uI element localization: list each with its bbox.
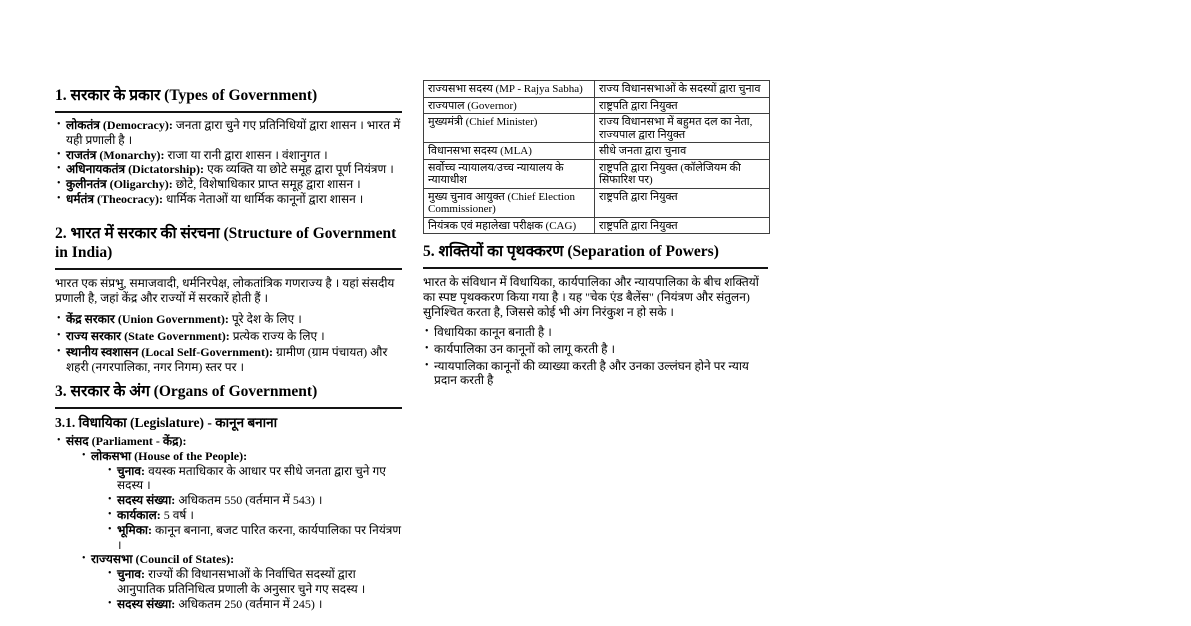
table-cell: राष्ट्रपति द्वारा नियुक्त (कॉलेजियम की सिफारिश पर) xyxy=(595,159,770,188)
table-cell: राष्ट्रपति द्वारा नियुक्त xyxy=(595,217,770,234)
table-row xyxy=(424,188,770,217)
legislature-list xyxy=(55,434,402,612)
section5-paragraph: भारत के संविधान में विधायिका, कार्यपालिका और न्यायपालिका के बीच शक्तियों का स्पष्ट पृथक्करण किया गया है । यह "चेक एंड बैलेंस" (नियंत्रण और संतुलन) सुनिश्चित करता है, जिससे कोई भी अंग निरंकुश न हो सके । xyxy=(423,275,759,319)
list-item xyxy=(55,162,402,177)
term: सदस्य संख्या: xyxy=(117,596,176,611)
desc: 5 वर्ष । xyxy=(163,507,194,522)
left-column xyxy=(55,86,402,612)
term: राजतंत्र (Monarchy): xyxy=(66,147,165,162)
section2-list xyxy=(55,312,402,375)
heading-rule xyxy=(55,268,402,270)
term: सदस्य संख्या: xyxy=(117,493,176,508)
table-cell: सीधे जनता द्वारा चुनाव xyxy=(595,143,770,160)
desc: धार्मिक नेताओं या धार्मिक कानूनों द्वारा शासन । xyxy=(166,191,364,206)
desc: प्रत्येक राज्य के लिए । xyxy=(232,328,325,343)
list-item xyxy=(106,567,402,597)
desc: राजा या रानी द्वारा शासन । वंशानुगत । xyxy=(167,147,328,162)
section5-list xyxy=(423,325,768,388)
list-item xyxy=(55,192,402,207)
list-item xyxy=(55,148,402,163)
table-cell: राज्य विधानसभा में बहुमत दल का नेता, राज्यपाल द्वारा नियुक्त xyxy=(595,114,770,143)
list-item: • विधायिका कानून बनाती है । xyxy=(423,325,768,340)
heading-rule xyxy=(423,267,768,269)
list-item xyxy=(106,508,402,523)
list-item xyxy=(106,493,402,508)
table-row xyxy=(424,81,770,98)
list-item xyxy=(106,597,402,612)
list-item xyxy=(55,177,402,192)
term: चुनाव: xyxy=(117,567,146,582)
table-cell: मुख्यमंत्री (Chief Minister) xyxy=(424,114,595,143)
table-cell: विधानसभा सदस्य (MLA) xyxy=(424,143,595,160)
rajyasabha-sublist xyxy=(106,567,402,611)
desc: छोटे, विशेषाधिकार प्राप्त समूह द्वारा शासन । xyxy=(175,177,361,192)
desc: कानून बनाना, बजट पारित करना, कार्यपालिका पर नियंत्रण । xyxy=(117,522,402,552)
list-item xyxy=(55,312,402,327)
term: अधिनायकतंत्र (Dictatorship): xyxy=(66,162,205,177)
list-item xyxy=(106,464,402,494)
list-item-loksabha xyxy=(80,449,402,553)
term: धर्मतंत्र (Theocracy): xyxy=(66,191,163,206)
section2-heading: 2. भारत में सरकार की संरचना (Structure of Government in India) xyxy=(55,224,397,261)
term: चुनाव: xyxy=(117,463,146,478)
table-row xyxy=(424,217,770,234)
desc: अधिकतम 250 (वर्तमान में 245) । xyxy=(178,596,323,611)
desc: एक व्यक्ति या छोटे समूह द्वारा पूर्ण नियंत्रण । xyxy=(207,162,394,177)
desc: अधिकतम 550 (वर्तमान में 543) । xyxy=(178,493,323,508)
term: संसद (Parliament - केंद्र): xyxy=(66,433,187,448)
desc: ग्रामीण (ग्राम पंचायत) और शहरी (नगरपालिका, नगर निगम) स्तर पर । xyxy=(66,345,388,375)
list-item: • कार्यपालिका उन कानूनों को लागू करती है । xyxy=(423,342,768,357)
table-cell: राज्यपाल (Governor) xyxy=(424,97,595,114)
right-column xyxy=(423,80,768,388)
table-cell: राज्यसभा सदस्य (MP - Rajya Sabha) xyxy=(424,81,595,98)
heading-rule xyxy=(55,111,402,113)
parliament-sublist xyxy=(80,449,402,612)
list-item-parliament xyxy=(55,434,402,612)
term: राज्य सरकार (State Government): xyxy=(66,328,230,343)
table-cell: राज्य विधानसभाओं के सदस्यों द्वारा चुनाव xyxy=(595,81,770,98)
heading-rule xyxy=(55,407,402,409)
list-item xyxy=(55,345,402,375)
term: लोकतंत्र (Democracy): xyxy=(66,118,173,132)
table-cell: मुख्य चुनाव आयुक्त (Chief Election Commissioner) xyxy=(424,188,595,217)
term: कार्यकाल: xyxy=(117,507,161,522)
section1-list xyxy=(55,118,402,207)
table-cell: राष्ट्रपति द्वारा नियुक्त xyxy=(595,188,770,217)
table-cell: नियंत्रक एवं महालेखा परीक्षक (CAG) xyxy=(424,217,595,234)
appointments-table xyxy=(423,80,770,234)
section3-1-subheading: 3.1. विधायिका (Legislature) - कानून बनाना xyxy=(55,414,278,430)
table-row xyxy=(424,143,770,160)
table-cell: सर्वोच्च न्यायालय/उच्च न्यायालय के न्यायाधीश xyxy=(424,159,595,188)
desc: वयस्क मताधिकार के आधार पर सीधे जनता द्वारा चुने गए सदस्य । xyxy=(117,463,386,493)
table-cell: राष्ट्रपति द्वारा नियुक्त xyxy=(595,97,770,114)
table-row xyxy=(424,114,770,143)
loksabha-sublist xyxy=(106,464,402,553)
list-item-rajyasabha xyxy=(80,552,402,611)
list-item xyxy=(55,118,402,148)
term: राज्यसभा (Council of States): xyxy=(91,552,235,567)
term: लोकसभा (House of the People): xyxy=(91,448,248,463)
table-row xyxy=(424,97,770,114)
term: स्थानीय स्वशासन (Local Self-Government): xyxy=(66,345,273,360)
term: भूमिका: xyxy=(117,522,153,537)
term: केंद्र सरकार (Union Government): xyxy=(66,311,229,326)
list-item: • न्यायपालिका कानूनों की व्याख्या करती है और उनका उल्लंघन होने पर न्याय प्रदान करती है xyxy=(423,359,768,389)
table-row xyxy=(424,159,770,188)
section3-heading: 3. सरकार के अंग (Organs of Government) xyxy=(55,382,318,400)
section2-paragraph: भारत एक संप्रभु, समाजवादी, धर्मनिरपेक्ष, लोकतांत्रिक गणराज्य है । यहां संसदीय प्रणाली है, जहां केंद्र और राज्यों में सरकारें होती हैं । xyxy=(55,275,395,305)
list-item xyxy=(106,523,402,553)
desc: पूरे देश के लिए । xyxy=(231,311,302,326)
list-item xyxy=(55,329,402,344)
desc: जनता द्वारा चुने गए प्रतिनिधियों द्वारा शासन । भारत में यही प्रणाली है । xyxy=(66,118,401,147)
section1-heading: 1. सरकार के प्रकार (Types of Government) xyxy=(55,87,318,104)
section5-heading: 5. शक्तियों का पृथक्करण (Separation of Powers) xyxy=(423,243,719,260)
desc: राज्यों की विधानसभाओं के निर्वाचित सदस्यों द्वारा आनुपातिक प्रतिनिधित्व प्रणाली के अनुसार चुने गए सदस्य । xyxy=(117,567,366,596)
term: कुलीनतंत्र (Oligarchy): xyxy=(66,177,173,192)
